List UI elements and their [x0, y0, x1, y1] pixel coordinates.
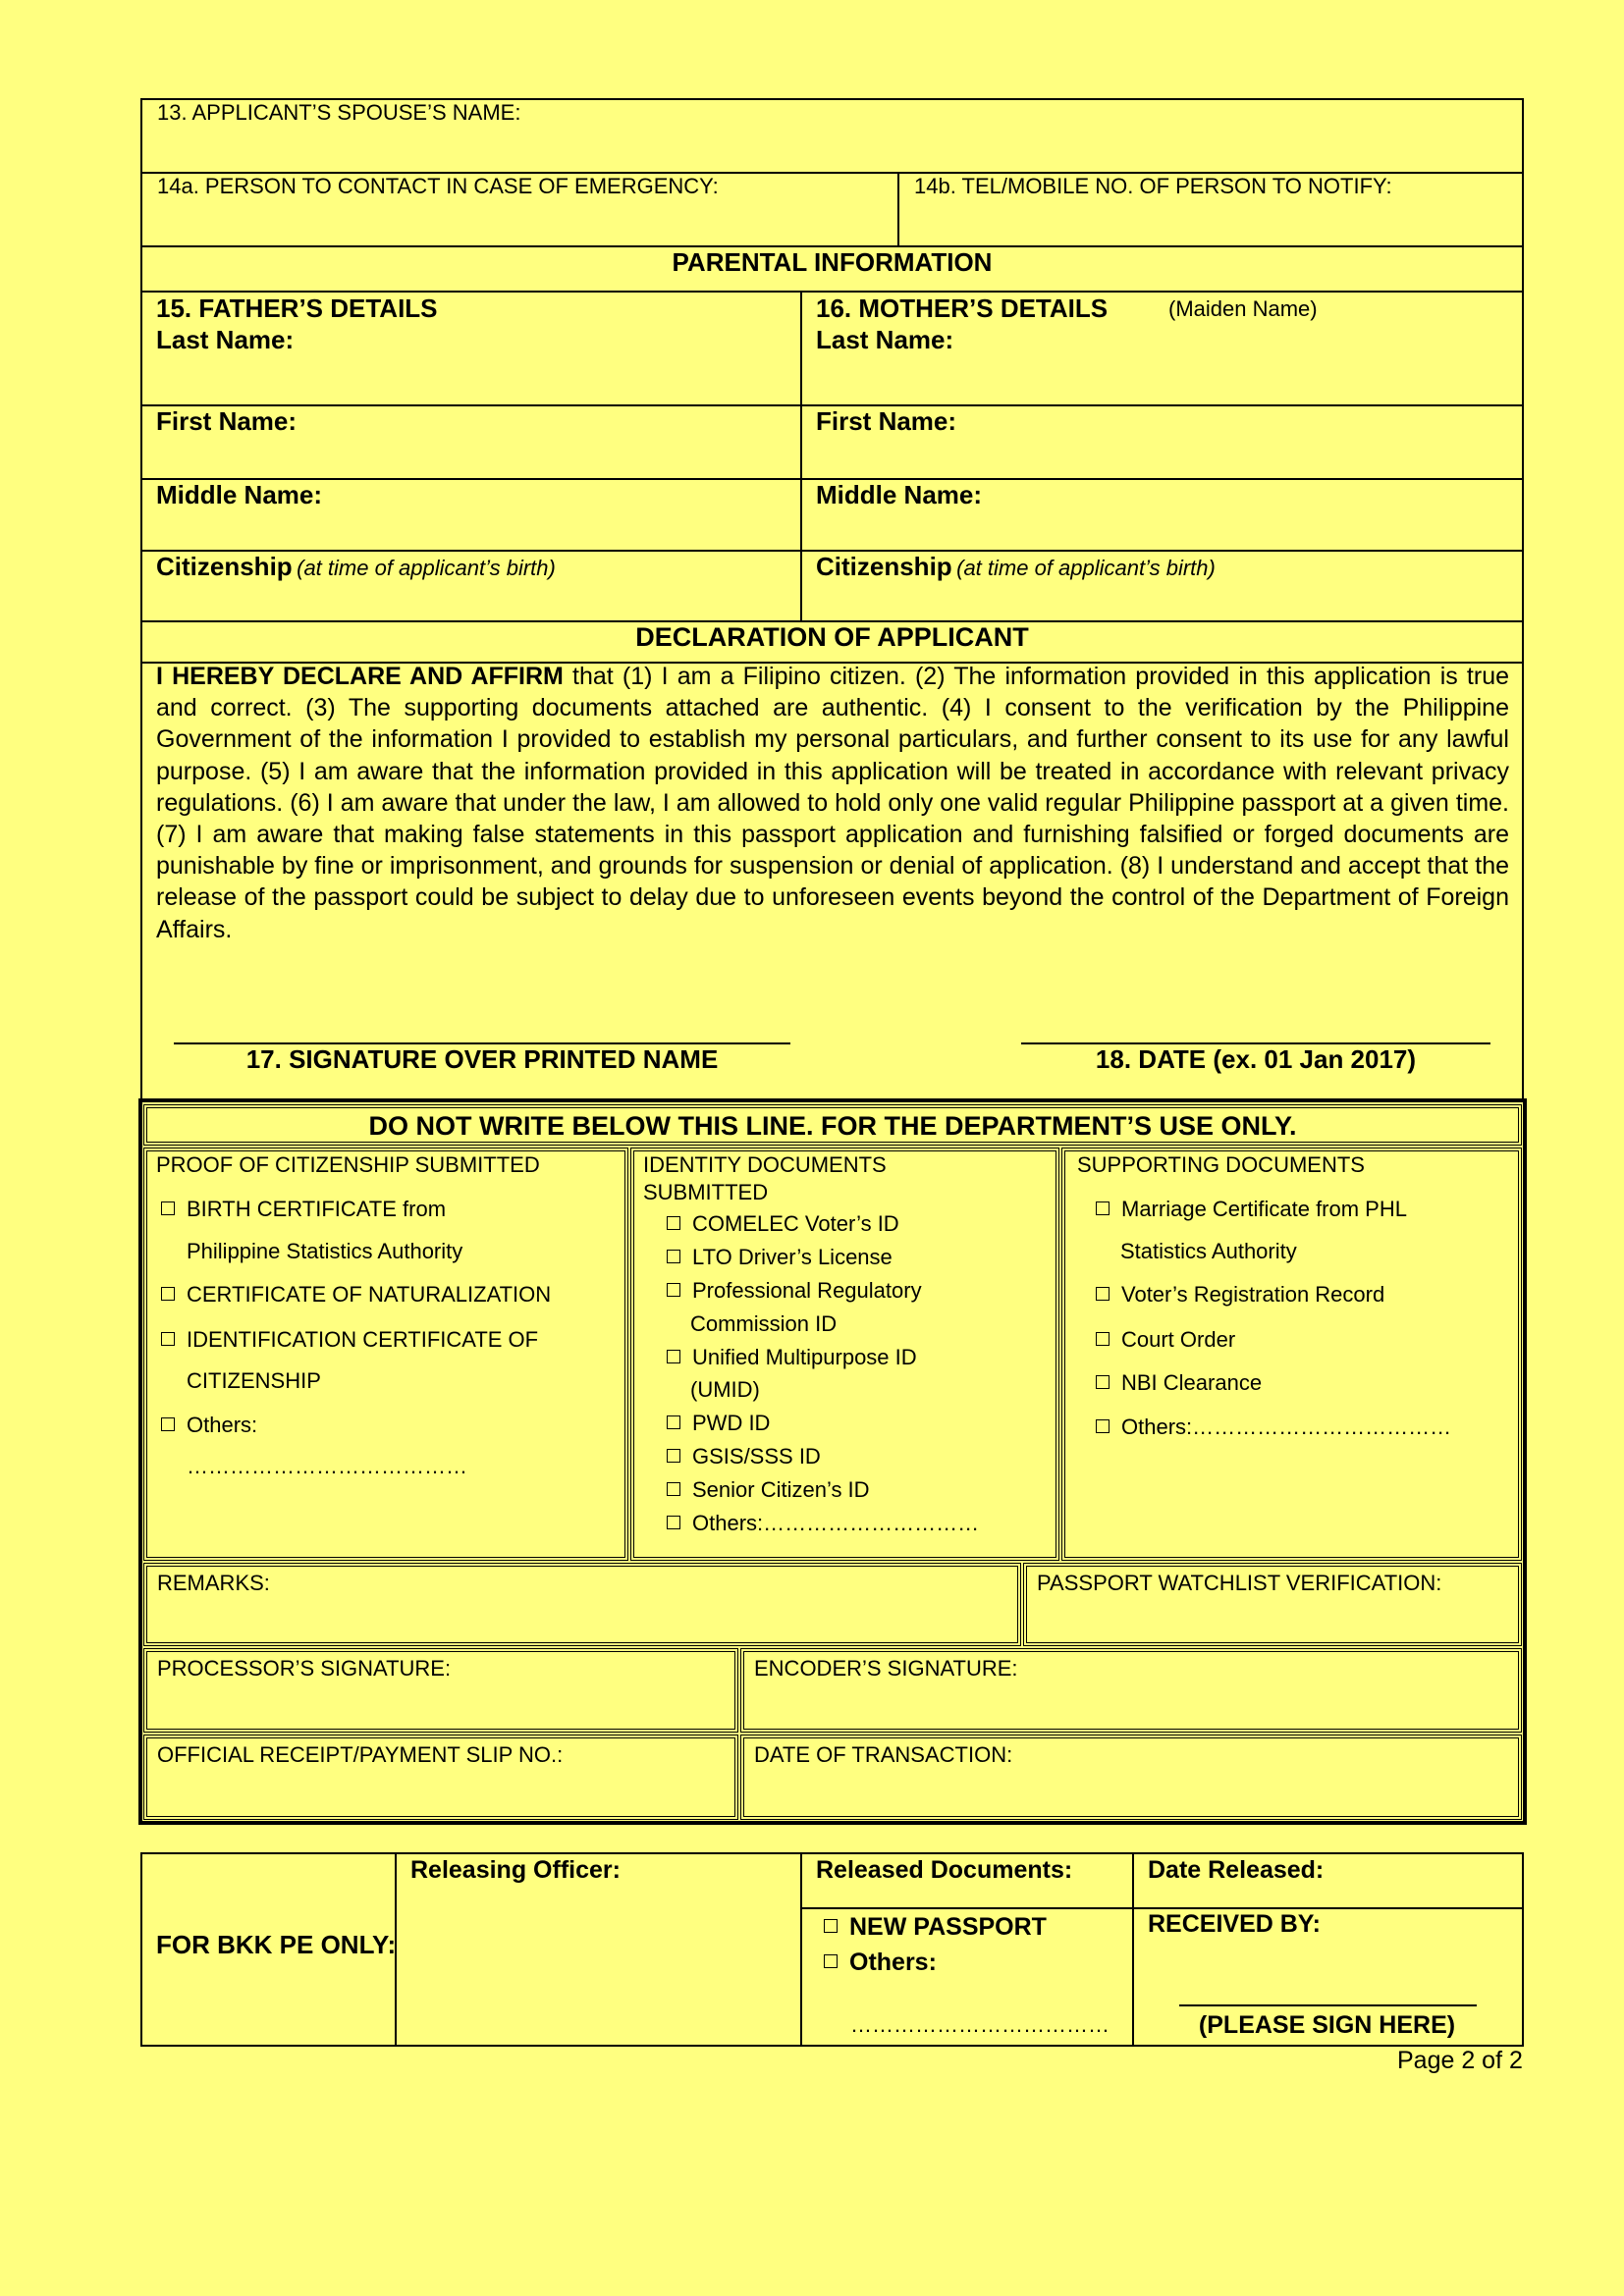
department-use-banner [143, 1104, 1522, 1146]
checkbox-icon[interactable] [1096, 1419, 1110, 1433]
father-first-name-field[interactable] [147, 438, 795, 473]
proof-birth-certificate[interactable] [161, 1197, 446, 1222]
supporting-nbi[interactable] [1096, 1370, 1262, 1396]
released-documents-label: Released Documents: [816, 1856, 1073, 1884]
checkbox-icon[interactable] [667, 1516, 680, 1529]
encoder-signature-box[interactable] [740, 1648, 1522, 1733]
identity-umid-line2: (UMID) [690, 1377, 760, 1402]
supporting-others-label: Others:……………………………… [1121, 1415, 1452, 1439]
mother-middle-name-label: Middle Name: [816, 480, 983, 509]
processor-signature-box[interactable] [143, 1648, 738, 1733]
supporting-court[interactable] [1096, 1327, 1235, 1353]
identity-documents-heading: IDENTITY DOCUMENTS [643, 1152, 887, 1177]
checkbox-icon[interactable] [161, 1201, 175, 1215]
proof-others-dots: ………………………………… [187, 1454, 467, 1478]
mother-middle-name-field[interactable] [807, 511, 1516, 545]
mother-details-heading: 16. MOTHER’S DETAILS [816, 294, 1109, 323]
checkbox-icon[interactable] [667, 1482, 680, 1496]
proof-identification-certificate[interactable] [161, 1327, 538, 1353]
declaration-body: that (1) I am a Filipino citizen. (2) The information provided in this application is true and correct. (3) The supporting documents attached are authentic. (4) I consent to the verification by the Philippine Government of the information I provided to establish my personal particulars, and further consent to its use for any lawful purpose. (5) I am aware that the information provided in this application will be treated in accordance with relevant privacy regulations. (6) I am aware that under the law, I am allowed to hold only one valid regular Philippine passport at a given time. (7) I am aware that making false statements in this passport application and furnishing falsified or forged documents are punishable by fine or imprisonment, and grounds for suspension or denial of application. (8) I understand and accept that the release of the passport could be subject to delay due to unforeseen events beyond the control of the Department of Foreign Affairs. [156, 663, 1509, 943]
supporting-documents-heading: SUPPORTING DOCUMENTS [1077, 1152, 1365, 1177]
releasing-officer-label: Releasing Officer: [410, 1856, 621, 1884]
checkbox-icon[interactable] [161, 1417, 175, 1431]
maiden-name-note: (Maiden Name) [1168, 296, 1318, 321]
remarks-box[interactable] [143, 1563, 1021, 1646]
father-citizenship-field[interactable] [147, 584, 795, 615]
emergency-phone-field[interactable] [904, 203, 1516, 240]
signature-label: 17. SIGNATURE OVER PRINTED NAME [245, 1044, 719, 1074]
identity-umid[interactable] [667, 1345, 917, 1370]
supporting-marriage-label: Marriage Certificate from PHL [1121, 1197, 1407, 1221]
father-first-name-label: First Name: [156, 406, 298, 436]
declaration-paragraph [156, 661, 1509, 945]
table-rule [800, 1852, 802, 2047]
encoder-signature-label: ENCODER’S SIGNATURE: [754, 1656, 1018, 1681]
father-citizenship-label: Citizenship [156, 552, 293, 581]
table-rule [140, 2045, 1524, 2047]
proof-identification-certificate-line2: CITIZENSHIP [187, 1368, 321, 1393]
transaction-date-label: DATE OF TRANSACTION: [754, 1742, 1013, 1767]
supporting-others[interactable] [1096, 1415, 1451, 1440]
date-released-label: Date Released: [1148, 1856, 1325, 1884]
page-number: Page 2 of 2 [1397, 2047, 1523, 2074]
table-rule [140, 1852, 1524, 1854]
checkbox-icon[interactable] [824, 1919, 838, 1933]
checkbox-icon[interactable] [667, 1449, 680, 1463]
checkbox-icon[interactable] [1096, 1332, 1110, 1346]
checkbox-icon[interactable] [667, 1415, 680, 1429]
bkk-pe-label: FOR BKK PE ONLY: [156, 1930, 397, 1959]
proof-birth-certificate-label: BIRTH CERTIFICATE from [187, 1197, 447, 1221]
checkbox-icon[interactable] [824, 1954, 838, 1968]
checkbox-icon[interactable] [667, 1250, 680, 1263]
table-rule [800, 1907, 1524, 1909]
released-new-passport[interactable] [824, 1913, 1047, 1942]
checkbox-icon[interactable] [1096, 1375, 1110, 1389]
official-receipt-label: OFFICIAL RECEIPT/PAYMENT SLIP NO.: [157, 1742, 564, 1767]
table-rule [140, 1852, 142, 2047]
checkbox-icon[interactable] [1096, 1201, 1110, 1215]
released-others-dots: ……………………………… [850, 2012, 1110, 2037]
mother-citizenship-note: (at time of applicant’s birth) [956, 556, 1216, 580]
transaction-date-box[interactable] [740, 1735, 1522, 1820]
identity-prc-label: Professional Regulatory [692, 1278, 922, 1303]
releasing-officer-field[interactable] [401, 1890, 795, 2040]
spouse-name-label: 13. APPLICANT’S SPOUSE’S NAME: [157, 100, 521, 125]
table-rule [800, 291, 802, 620]
identity-senior-label: Senior Citizen’s ID [692, 1477, 870, 1502]
supporting-marriage-line2: Statistics Authority [1120, 1239, 1297, 1263]
watchlist-verification-label: PASSPORT WATCHLIST VERIFICATION: [1037, 1571, 1442, 1595]
signature-field[interactable] [174, 991, 790, 1041]
mother-citizenship-field[interactable] [807, 584, 1516, 615]
department-use-banner-text: DO NOT WRITE BELOW THIS LINE. FOR THE DEPARTMENT’S USE ONLY. [368, 1111, 1297, 1141]
identity-umid-label: Unified Multipurpose ID [692, 1345, 917, 1369]
proof-identification-certificate-label: IDENTIFICATION CERTIFICATE OF [187, 1327, 539, 1352]
mother-last-name-field[interactable] [807, 355, 1516, 400]
identity-gsis-label: GSIS/SSS ID [692, 1444, 821, 1468]
received-by-signature-field[interactable] [1179, 1953, 1477, 2002]
proof-birth-certificate-line2: Philippine Statistics Authority [187, 1239, 463, 1263]
released-others[interactable] [824, 1949, 937, 1977]
date-label: 18. DATE (ex. 01 Jan 2017) [1095, 1044, 1417, 1074]
identity-documents-heading-line2: SUBMITTED [643, 1180, 769, 1204]
identity-gsis[interactable] [667, 1444, 821, 1469]
emergency-contact-label: 14a. PERSON TO CONTACT IN CASE OF EMERGENCY: [157, 174, 719, 198]
mother-citizenship-label: Citizenship [816, 552, 952, 581]
official-receipt-box[interactable] [143, 1735, 738, 1820]
emergency-contact-field[interactable] [147, 203, 892, 240]
proof-of-citizenship-heading: PROOF OF CITIZENSHIP SUBMITTED [156, 1152, 540, 1177]
identity-comelec-label: COMELEC Voter’s ID [692, 1211, 899, 1236]
identity-lto[interactable] [667, 1245, 893, 1270]
released-others-label: Others: [849, 1949, 937, 1976]
proof-others-label: Others: [187, 1413, 258, 1437]
identity-comelec[interactable] [667, 1211, 899, 1237]
identity-prc-line2: Commission ID [690, 1311, 838, 1336]
checkbox-icon[interactable] [667, 1216, 680, 1230]
date-field[interactable] [1021, 991, 1490, 1041]
identity-pwd[interactable] [667, 1411, 770, 1436]
mother-last-name-label: Last Name: [816, 325, 954, 354]
checkbox-icon[interactable] [161, 1287, 175, 1301]
spouse-name-field[interactable] [147, 130, 1516, 167]
processor-signature-label: PROCESSOR’S SIGNATURE: [157, 1656, 452, 1681]
checkbox-icon[interactable] [667, 1350, 680, 1363]
table-rule [140, 291, 1524, 293]
checkbox-icon[interactable] [667, 1283, 680, 1297]
remarks-label: REMARKS: [157, 1571, 270, 1595]
supporting-court-label: Court Order [1121, 1327, 1236, 1352]
parental-information-heading: PARENTAL INFORMATION [672, 247, 993, 277]
identity-prc[interactable] [667, 1278, 922, 1304]
mother-citizenship-label-group [816, 552, 1216, 582]
supporting-voter[interactable] [1096, 1282, 1384, 1308]
father-middle-name-label: Middle Name: [156, 480, 323, 509]
received-by-signature-line [1179, 2004, 1477, 2006]
proof-others[interactable] [161, 1413, 257, 1438]
identity-lto-label: LTO Driver’s License [692, 1245, 893, 1269]
father-citizenship-note: (at time of applicant’s birth) [297, 556, 556, 580]
received-by-label: RECEIVED BY: [1148, 1910, 1321, 1938]
declaration-lead: I HEREBY DECLARE AND AFFIRM [156, 663, 564, 690]
father-last-name-field[interactable] [147, 355, 795, 400]
supporting-nbi-label: NBI Clearance [1121, 1370, 1263, 1395]
identity-others[interactable] [667, 1511, 979, 1536]
identity-pwd-label: PWD ID [692, 1411, 771, 1435]
mother-first-name-label: First Name: [816, 406, 957, 436]
father-citizenship-label-group [156, 552, 556, 582]
emergency-phone-label: 14b. TEL/MOBILE NO. OF PERSON TO NOTIFY: [914, 174, 1392, 198]
identity-others-label: Others:………………………… [692, 1511, 980, 1535]
supporting-voter-label: Voter’s Registration Record [1121, 1282, 1385, 1307]
mother-first-name-field[interactable] [807, 438, 1516, 473]
proof-naturalization-label: CERTIFICATE OF NATURALIZATION [187, 1282, 552, 1307]
father-details-heading: 15. FATHER’S DETAILS [156, 294, 438, 323]
table-rule [1522, 1852, 1524, 2047]
father-middle-name-field[interactable] [147, 511, 795, 545]
supporting-marriage[interactable] [1096, 1197, 1407, 1222]
released-new-passport-label: NEW PASSPORT [849, 1913, 1047, 1941]
declaration-heading: DECLARATION OF APPLICANT [635, 622, 1029, 652]
checkbox-icon[interactable] [1096, 1287, 1110, 1301]
please-sign-here-label: (PLEASE SIGN HERE) [1198, 2011, 1456, 2039]
identity-senior[interactable] [667, 1477, 870, 1503]
watchlist-verification-box[interactable] [1023, 1563, 1522, 1646]
checkbox-icon[interactable] [161, 1332, 175, 1346]
proof-naturalization[interactable] [161, 1282, 551, 1308]
table-rule [897, 172, 899, 245]
father-last-name-label: Last Name: [156, 325, 295, 354]
